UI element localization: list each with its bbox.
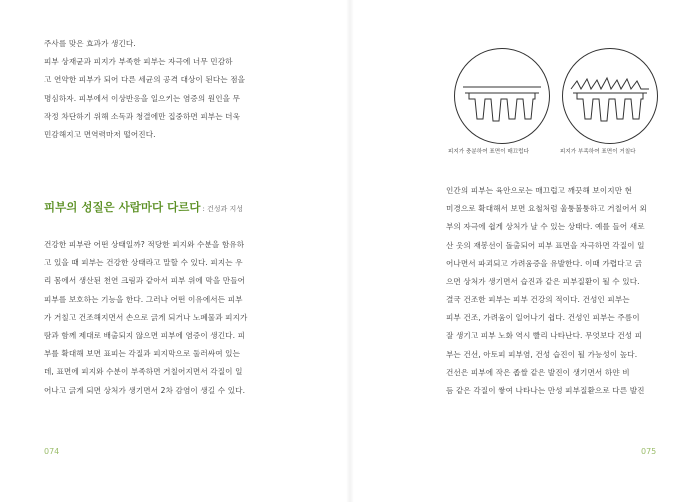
caption-rough-skin: 피지가 부족하여 표면이 거칠다 xyxy=(560,149,636,155)
smooth-skin-drawing xyxy=(455,49,549,143)
right-paragraph-3: 건선은 피부에 작은 좁쌀 같은 발진이 생기면서 하얀 비 듬 같은 각질이 쌓여 나타나는 만성 피부질환으로 다른 발진 xyxy=(446,368,645,396)
left-paragraph-2: 건강한 피부란 어떤 상태일까? 적당한 피지와 수분을 함유하 고 있을 때 피부는 건강한 상태라고 말할 수 있다. 피지는 우 리 몸에서 생산된 천연 크림과 같아서 피부 위에 막을 만들어 피부를 보호하는 기능을 한다. 그러나 어떤 이유에서든 피부 가 거칠고 건조해지면서 손으로 긁게 되거나 노폐물과 피지가 땀과 함께 제대로 배출되지 않으면 피부에 염증이 생긴다. 피 부를 확대해 보면 표피는 각질과 피지막으로 둘러싸여 있는 데, 표면에 피지와 수분이 부족하면 거칠어지면서 각질이 일 어나고 긁게 되면 상처가 생기면서 2차 감염이 생길 수 있다. xyxy=(44,240,248,395)
left-paragraph-1: 주사를 맞은 효과가 생긴다. 피부 상재균과 피지가 부족한 피부는 자극에 너무 민감하 고 연약한 피부가 되어 다른 세균의 공격 대상이 된다는 점을 명심하자. 피부에서 이상반응을 일으키는 염증의 원인을 무 작정 차단하기 위해 소독과 청결에만 집중하면 피부는 더욱 민감해지고 면역력마저 떨어진다. xyxy=(44,39,246,140)
smooth-skin-illustration xyxy=(454,48,550,144)
rough-skin-drawing xyxy=(563,49,657,143)
right-page xyxy=(350,0,700,502)
section-heading-title: 피부의 성질은 사람마다 다르다 xyxy=(44,200,201,214)
rough-skin-illustration xyxy=(562,48,658,144)
right-paragraph-1: 인간의 피부는 육안으로는 매끄럽고 깨끗해 보이지만 현 미경으로 확대해서 보면 요철처럼 울퉁불퉁하고 거칠어서 외 부의 자극에 쉽게 상처가 날 수 있는 상태다. 예를 들어 새로 산 옷의 재봉선이 돌출되어 피부 표면을 자극하면 각질이 일 어나면서 파괴되고 가려움증을 유발한다. 이때 가렵다고 긁 으면 상처가 생기면서 습진과 같은 피부질환이 될 수 있다. xyxy=(446,186,647,287)
section-heading-subtitle: : 건성과 지성 xyxy=(202,205,244,213)
section-heading xyxy=(44,199,243,215)
caption-smooth-skin: 피지가 충분하여 표면이 매끄럽다 xyxy=(448,149,529,155)
page-number-right: 075 xyxy=(641,447,657,456)
page-number-left: 074 xyxy=(44,447,60,456)
right-paragraph-2: 결국 건조한 피부는 피부 건강의 적이다. 건성인 피부는 피부 건조, 가려움이 일어나기 쉽다. 건성인 피부는 주름이 잘 생기고 피부 노화 역시 빨리 나타난다. 무엇보다 건성 피 부는 건선, 아토피 피부염, 건성 습진이 될 가능성이 높다. xyxy=(446,295,643,359)
